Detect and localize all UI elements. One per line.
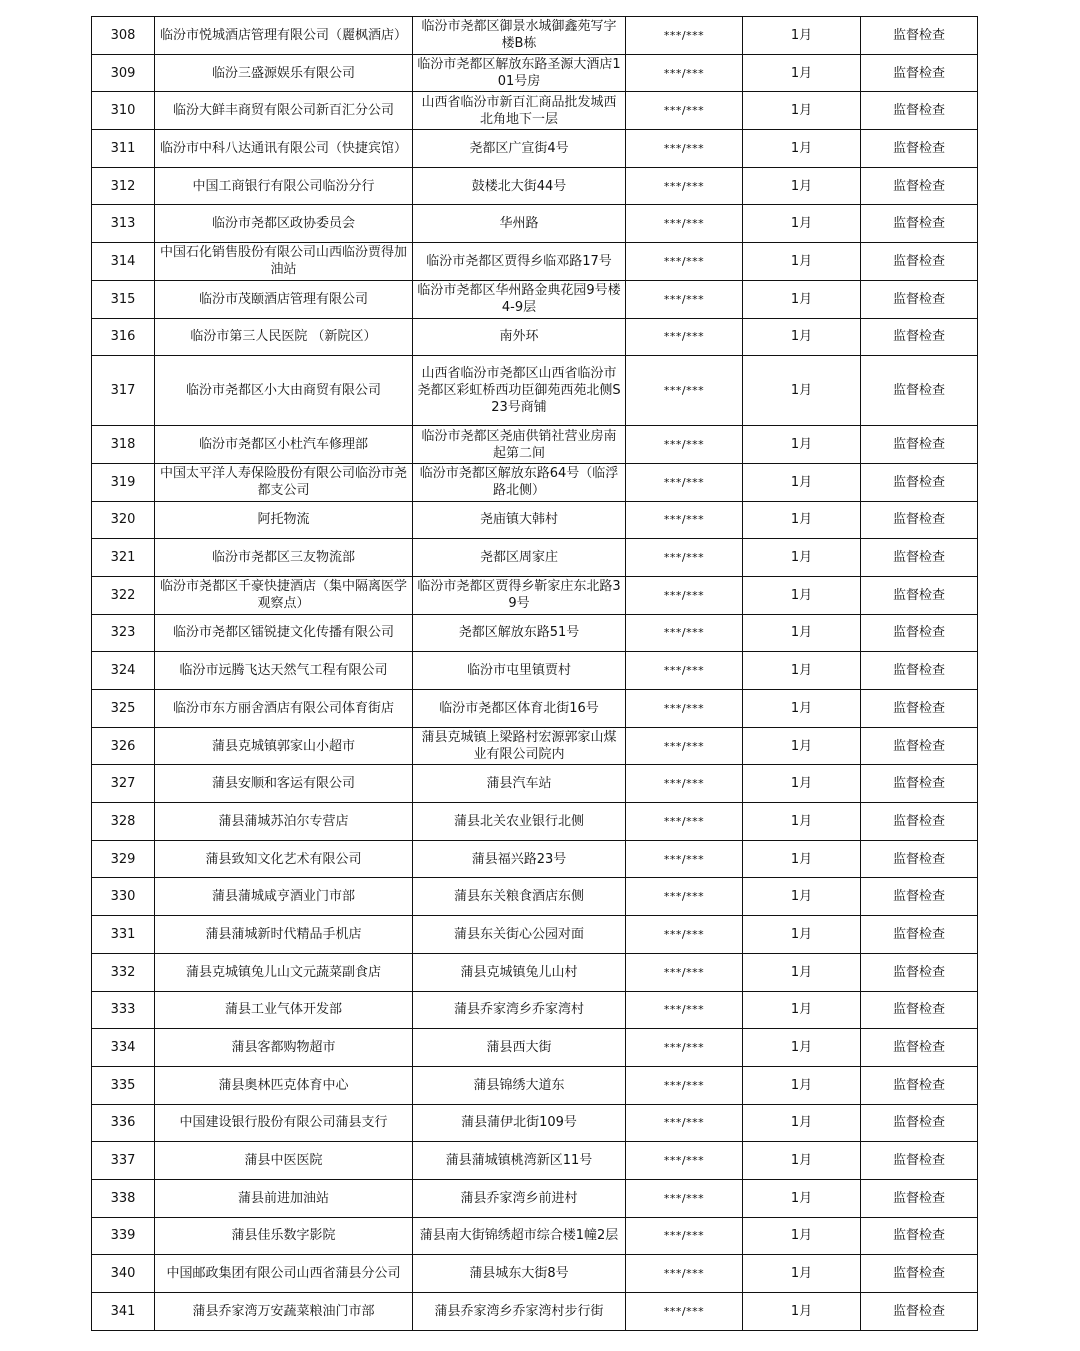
inspection-type-cell: 监督检查 bbox=[861, 356, 978, 426]
table-row bbox=[92, 463, 978, 501]
table-row bbox=[92, 1255, 978, 1293]
row-number-cell: 319 bbox=[92, 463, 155, 501]
inspection-month-cell: 1月 bbox=[743, 614, 861, 652]
masked-info-cell: ***/*** bbox=[626, 463, 743, 501]
unit-address-cell: 蒲县锦绣大道东 bbox=[413, 1066, 626, 1104]
inspection-type-cell: 监督检查 bbox=[861, 539, 978, 577]
table-row bbox=[92, 17, 978, 55]
masked-info-cell: ***/*** bbox=[626, 953, 743, 991]
row-number-cell: 331 bbox=[92, 916, 155, 954]
unit-name-cell: 中国建设银行股份有限公司蒲县支行 bbox=[155, 1104, 413, 1142]
unit-name-cell: 蒲县乔家湾万安蔬菜粮油门市部 bbox=[155, 1293, 413, 1331]
unit-address-cell: 临汾市尧都区尧庙供销社营业房南起第二间 bbox=[413, 426, 626, 464]
unit-address-cell: 临汾市尧都区华州路金典花园9号楼4-9层 bbox=[413, 280, 626, 318]
inspection-month-cell: 1月 bbox=[743, 916, 861, 954]
inspection-type-cell: 监督检查 bbox=[861, 1104, 978, 1142]
table-row bbox=[92, 318, 978, 356]
inspection-month-cell: 1月 bbox=[743, 280, 861, 318]
inspection-type-cell: 监督检查 bbox=[861, 991, 978, 1029]
unit-address-cell: 临汾市尧都区解放东路圣源大酒店101号房 bbox=[413, 54, 626, 92]
unit-name-cell: 蒲县奥林匹克体育中心 bbox=[155, 1066, 413, 1104]
masked-info-cell: ***/*** bbox=[626, 878, 743, 916]
inspection-type-cell: 监督检查 bbox=[861, 576, 978, 614]
inspection-type-cell: 监督检查 bbox=[861, 1179, 978, 1217]
unit-name-cell: 临汾市尧都区政协委员会 bbox=[155, 205, 413, 243]
masked-info-cell: ***/*** bbox=[626, 1217, 743, 1255]
masked-info-cell: ***/*** bbox=[626, 1293, 743, 1331]
row-number-cell: 310 bbox=[92, 92, 155, 130]
masked-info-cell: ***/*** bbox=[626, 92, 743, 130]
table-row bbox=[92, 991, 978, 1029]
unit-name-cell: 蒲县工业气体开发部 bbox=[155, 991, 413, 1029]
table-row bbox=[92, 539, 978, 577]
inspection-month-cell: 1月 bbox=[743, 840, 861, 878]
unit-address-cell: 蒲县汽车站 bbox=[413, 765, 626, 803]
inspection-type-cell: 监督检查 bbox=[861, 803, 978, 841]
masked-info-cell: ***/*** bbox=[626, 243, 743, 281]
masked-info-cell: ***/*** bbox=[626, 727, 743, 765]
unit-address-cell: 蒲县南大街锦绣超市综合楼1幢2层 bbox=[413, 1217, 626, 1255]
inspection-month-cell: 1月 bbox=[743, 576, 861, 614]
table-row bbox=[92, 727, 978, 765]
masked-info-cell: ***/*** bbox=[626, 130, 743, 168]
inspection-type-cell: 监督检查 bbox=[861, 765, 978, 803]
unit-name-cell: 临汾市远腾飞达天然气工程有限公司 bbox=[155, 652, 413, 690]
row-number-cell: 339 bbox=[92, 1217, 155, 1255]
unit-address-cell: 蒲县乔家湾乡前进村 bbox=[413, 1179, 626, 1217]
inspection-month-cell: 1月 bbox=[743, 92, 861, 130]
inspection-type-cell: 监督检查 bbox=[861, 1029, 978, 1067]
row-number-cell: 314 bbox=[92, 243, 155, 281]
unit-name-cell: 临汾市尧都区小杜汽车修理部 bbox=[155, 426, 413, 464]
inspection-type-cell: 监督检查 bbox=[861, 426, 978, 464]
table-row bbox=[92, 803, 978, 841]
unit-address-cell: 临汾市尧都区解放东路64号（临浮路北侧） bbox=[413, 463, 626, 501]
unit-name-cell: 临汾市茂颐酒店管理有限公司 bbox=[155, 280, 413, 318]
unit-name-cell: 临汾三盛源娱乐有限公司 bbox=[155, 54, 413, 92]
unit-name-cell: 蒲县克城镇兔儿山文元蔬菜副食店 bbox=[155, 953, 413, 991]
inspection-type-cell: 监督检查 bbox=[861, 463, 978, 501]
masked-info-cell: ***/*** bbox=[626, 426, 743, 464]
table-body bbox=[92, 17, 978, 1331]
unit-name-cell: 中国太平洋人寿保险股份有限公司临汾市尧都支公司 bbox=[155, 463, 413, 501]
row-number-cell: 320 bbox=[92, 501, 155, 539]
unit-address-cell: 南外环 bbox=[413, 318, 626, 356]
unit-name-cell: 临汾大鲜丰商贸有限公司新百汇分公司 bbox=[155, 92, 413, 130]
masked-info-cell: ***/*** bbox=[626, 356, 743, 426]
table-row bbox=[92, 92, 978, 130]
table-row bbox=[92, 1293, 978, 1331]
masked-info-cell: ***/*** bbox=[626, 840, 743, 878]
inspection-month-cell: 1月 bbox=[743, 1066, 861, 1104]
unit-name-cell: 临汾市东方丽舍酒店有限公司体育街店 bbox=[155, 690, 413, 728]
unit-address-cell: 华州路 bbox=[413, 205, 626, 243]
masked-info-cell: ***/*** bbox=[626, 690, 743, 728]
inspection-month-cell: 1月 bbox=[743, 690, 861, 728]
inspection-month-cell: 1月 bbox=[743, 1217, 861, 1255]
inspection-month-cell: 1月 bbox=[743, 356, 861, 426]
inspection-type-cell: 监督检查 bbox=[861, 1142, 978, 1180]
unit-name-cell: 阿托物流 bbox=[155, 501, 413, 539]
unit-name-cell: 蒲县客都购物超市 bbox=[155, 1029, 413, 1067]
masked-info-cell: ***/*** bbox=[626, 1179, 743, 1217]
unit-address-cell: 山西省临汾市新百汇商品批发城西北角地下一层 bbox=[413, 92, 626, 130]
unit-name-cell: 临汾市尧都区镭锐捷文化传播有限公司 bbox=[155, 614, 413, 652]
inspection-month-cell: 1月 bbox=[743, 130, 861, 168]
inspection-type-cell: 监督检查 bbox=[861, 840, 978, 878]
unit-address-cell: 蒲县克城镇兔儿山村 bbox=[413, 953, 626, 991]
inspection-month-cell: 1月 bbox=[743, 426, 861, 464]
row-number-cell: 329 bbox=[92, 840, 155, 878]
unit-name-cell: 中国邮政集团有限公司山西省蒲县分公司 bbox=[155, 1255, 413, 1293]
masked-info-cell: ***/*** bbox=[626, 1255, 743, 1293]
row-number-cell: 321 bbox=[92, 539, 155, 577]
unit-address-cell: 蒲县福兴路23号 bbox=[413, 840, 626, 878]
row-number-cell: 337 bbox=[92, 1142, 155, 1180]
inspection-type-cell: 监督检查 bbox=[861, 1217, 978, 1255]
table-row bbox=[92, 690, 978, 728]
masked-info-cell: ***/*** bbox=[626, 614, 743, 652]
inspection-month-cell: 1月 bbox=[743, 1255, 861, 1293]
inspection-month-cell: 1月 bbox=[743, 1142, 861, 1180]
unit-name-cell: 临汾市尧都区千豪快捷酒店（集中隔离医学观察点） bbox=[155, 576, 413, 614]
row-number-cell: 322 bbox=[92, 576, 155, 614]
inspection-month-cell: 1月 bbox=[743, 167, 861, 205]
inspection-type-cell: 监督检查 bbox=[861, 1293, 978, 1331]
table-row bbox=[92, 356, 978, 426]
unit-address-cell: 蒲县蒲伊北街109号 bbox=[413, 1104, 626, 1142]
masked-info-cell: ***/*** bbox=[626, 501, 743, 539]
table-row bbox=[92, 426, 978, 464]
row-number-cell: 336 bbox=[92, 1104, 155, 1142]
table-row bbox=[92, 840, 978, 878]
inspection-type-cell: 监督检查 bbox=[861, 878, 978, 916]
inspection-type-cell: 监督检查 bbox=[861, 916, 978, 954]
table-row bbox=[92, 1104, 978, 1142]
unit-address-cell: 蒲县乔家湾乡乔家湾村 bbox=[413, 991, 626, 1029]
row-number-cell: 327 bbox=[92, 765, 155, 803]
inspection-month-cell: 1月 bbox=[743, 652, 861, 690]
unit-name-cell: 蒲县蒲城咸亨酒业门市部 bbox=[155, 878, 413, 916]
unit-address-cell: 尧都区广宣街4号 bbox=[413, 130, 626, 168]
table-row bbox=[92, 878, 978, 916]
inspection-table bbox=[91, 16, 978, 1331]
row-number-cell: 313 bbox=[92, 205, 155, 243]
unit-address-cell: 临汾市尧都区体育北街16号 bbox=[413, 690, 626, 728]
unit-address-cell: 尧都区解放东路51号 bbox=[413, 614, 626, 652]
inspection-month-cell: 1月 bbox=[743, 1293, 861, 1331]
row-number-cell: 308 bbox=[92, 17, 155, 55]
masked-info-cell: ***/*** bbox=[626, 803, 743, 841]
masked-info-cell: ***/*** bbox=[626, 17, 743, 55]
masked-info-cell: ***/*** bbox=[626, 54, 743, 92]
inspection-type-cell: 监督检查 bbox=[861, 92, 978, 130]
table-row bbox=[92, 1179, 978, 1217]
unit-address-cell: 蒲县城东大街8号 bbox=[413, 1255, 626, 1293]
inspection-type-cell: 监督检查 bbox=[861, 614, 978, 652]
row-number-cell: 318 bbox=[92, 426, 155, 464]
unit-name-cell: 蒲县致知文化艺术有限公司 bbox=[155, 840, 413, 878]
row-number-cell: 340 bbox=[92, 1255, 155, 1293]
row-number-cell: 334 bbox=[92, 1029, 155, 1067]
row-number-cell: 309 bbox=[92, 54, 155, 92]
masked-info-cell: ***/*** bbox=[626, 1029, 743, 1067]
unit-address-cell: 临汾市尧都区御景水城御鑫苑写字楼B栋 bbox=[413, 17, 626, 55]
table-row bbox=[92, 167, 978, 205]
table-row bbox=[92, 1066, 978, 1104]
row-number-cell: 333 bbox=[92, 991, 155, 1029]
table-row bbox=[92, 1142, 978, 1180]
row-number-cell: 335 bbox=[92, 1066, 155, 1104]
row-number-cell: 326 bbox=[92, 727, 155, 765]
row-number-cell: 324 bbox=[92, 652, 155, 690]
unit-address-cell: 蒲县蒲城镇桃湾新区11号 bbox=[413, 1142, 626, 1180]
table-row bbox=[92, 765, 978, 803]
masked-info-cell: ***/*** bbox=[626, 765, 743, 803]
inspection-month-cell: 1月 bbox=[743, 765, 861, 803]
inspection-type-cell: 监督检查 bbox=[861, 690, 978, 728]
inspection-month-cell: 1月 bbox=[743, 1104, 861, 1142]
row-number-cell: 338 bbox=[92, 1179, 155, 1217]
table-row bbox=[92, 501, 978, 539]
masked-info-cell: ***/*** bbox=[626, 280, 743, 318]
inspection-month-cell: 1月 bbox=[743, 539, 861, 577]
masked-info-cell: ***/*** bbox=[626, 916, 743, 954]
table-row bbox=[92, 130, 978, 168]
table-row bbox=[92, 243, 978, 281]
unit-name-cell: 蒲县蒲城新时代精品手机店 bbox=[155, 916, 413, 954]
table-row bbox=[92, 652, 978, 690]
unit-address-cell: 蒲县乔家湾乡乔家湾村步行街 bbox=[413, 1293, 626, 1331]
inspection-type-cell: 监督检查 bbox=[861, 54, 978, 92]
inspection-type-cell: 监督检查 bbox=[861, 205, 978, 243]
inspection-type-cell: 监督检查 bbox=[861, 318, 978, 356]
inspection-type-cell: 监督检查 bbox=[861, 501, 978, 539]
inspection-type-cell: 监督检查 bbox=[861, 652, 978, 690]
inspection-month-cell: 1月 bbox=[743, 953, 861, 991]
masked-info-cell: ***/*** bbox=[626, 991, 743, 1029]
unit-name-cell: 临汾市悦城酒店管理有限公司（麗枫酒店） bbox=[155, 17, 413, 55]
unit-name-cell: 临汾市第三人民医院 （新院区） bbox=[155, 318, 413, 356]
masked-info-cell: ***/*** bbox=[626, 576, 743, 614]
row-number-cell: 323 bbox=[92, 614, 155, 652]
inspection-month-cell: 1月 bbox=[743, 17, 861, 55]
inspection-type-cell: 监督检查 bbox=[861, 727, 978, 765]
unit-name-cell: 蒲县蒲城苏泊尔专营店 bbox=[155, 803, 413, 841]
row-number-cell: 328 bbox=[92, 803, 155, 841]
unit-name-cell: 蒲县前进加油站 bbox=[155, 1179, 413, 1217]
unit-address-cell: 鼓楼北大街44号 bbox=[413, 167, 626, 205]
unit-name-cell: 临汾市尧都区三友物流部 bbox=[155, 539, 413, 577]
inspection-month-cell: 1月 bbox=[743, 878, 861, 916]
unit-address-cell: 尧都区周家庄 bbox=[413, 539, 626, 577]
unit-name-cell: 蒲县安顺和客运有限公司 bbox=[155, 765, 413, 803]
table-row bbox=[92, 280, 978, 318]
unit-address-cell: 山西省临汾市尧都区山西省临汾市尧都区彩虹桥西功臣御苑西苑北侧S23号商铺 bbox=[413, 356, 626, 426]
masked-info-cell: ***/*** bbox=[626, 1066, 743, 1104]
unit-address-cell: 蒲县东关粮食酒店东侧 bbox=[413, 878, 626, 916]
unit-address-cell: 蒲县西大街 bbox=[413, 1029, 626, 1067]
inspection-month-cell: 1月 bbox=[743, 803, 861, 841]
table-row bbox=[92, 576, 978, 614]
row-number-cell: 311 bbox=[92, 130, 155, 168]
inspection-type-cell: 监督检查 bbox=[861, 243, 978, 281]
inspection-type-cell: 监督检查 bbox=[861, 17, 978, 55]
inspection-month-cell: 1月 bbox=[743, 501, 861, 539]
unit-name-cell: 蒲县中医医院 bbox=[155, 1142, 413, 1180]
row-number-cell: 332 bbox=[92, 953, 155, 991]
row-number-cell: 317 bbox=[92, 356, 155, 426]
inspection-month-cell: 1月 bbox=[743, 991, 861, 1029]
inspection-type-cell: 监督检查 bbox=[861, 130, 978, 168]
table-row bbox=[92, 1217, 978, 1255]
row-number-cell: 325 bbox=[92, 690, 155, 728]
inspection-type-cell: 监督检查 bbox=[861, 167, 978, 205]
unit-address-cell: 临汾市尧都区贾得乡靳家庄东北路39号 bbox=[413, 576, 626, 614]
masked-info-cell: ***/*** bbox=[626, 1104, 743, 1142]
unit-address-cell: 蒲县东关街心公园对面 bbox=[413, 916, 626, 954]
unit-address-cell: 临汾市尧都区贾得乡临邓路17号 bbox=[413, 243, 626, 281]
masked-info-cell: ***/*** bbox=[626, 539, 743, 577]
inspection-type-cell: 监督检查 bbox=[861, 953, 978, 991]
unit-name-cell: 蒲县佳乐数字影院 bbox=[155, 1217, 413, 1255]
masked-info-cell: ***/*** bbox=[626, 167, 743, 205]
inspection-month-cell: 1月 bbox=[743, 463, 861, 501]
masked-info-cell: ***/*** bbox=[626, 1142, 743, 1180]
unit-address-cell: 蒲县克城镇上梁路村宏源郭家山煤业有限公司院内 bbox=[413, 727, 626, 765]
table-row bbox=[92, 916, 978, 954]
inspection-month-cell: 1月 bbox=[743, 1029, 861, 1067]
masked-info-cell: ***/*** bbox=[626, 652, 743, 690]
unit-name-cell: 临汾市中科八达通讯有限公司（快捷宾馆） bbox=[155, 130, 413, 168]
table-row bbox=[92, 54, 978, 92]
inspection-type-cell: 监督检查 bbox=[861, 1255, 978, 1293]
table-row bbox=[92, 205, 978, 243]
row-number-cell: 315 bbox=[92, 280, 155, 318]
inspection-month-cell: 1月 bbox=[743, 318, 861, 356]
unit-name-cell: 中国工商银行有限公司临汾分行 bbox=[155, 167, 413, 205]
inspection-type-cell: 监督检查 bbox=[861, 1066, 978, 1104]
inspection-month-cell: 1月 bbox=[743, 727, 861, 765]
inspection-month-cell: 1月 bbox=[743, 1179, 861, 1217]
inspection-month-cell: 1月 bbox=[743, 243, 861, 281]
unit-name-cell: 中国石化销售股份有限公司山西临汾贾得加油站 bbox=[155, 243, 413, 281]
masked-info-cell: ***/*** bbox=[626, 318, 743, 356]
row-number-cell: 330 bbox=[92, 878, 155, 916]
table-row bbox=[92, 614, 978, 652]
row-number-cell: 341 bbox=[92, 1293, 155, 1331]
row-number-cell: 312 bbox=[92, 167, 155, 205]
unit-address-cell: 临汾市屯里镇贾村 bbox=[413, 652, 626, 690]
row-number-cell: 316 bbox=[92, 318, 155, 356]
masked-info-cell: ***/*** bbox=[626, 205, 743, 243]
unit-address-cell: 蒲县北关农业银行北侧 bbox=[413, 803, 626, 841]
inspection-type-cell: 监督检查 bbox=[861, 280, 978, 318]
table-row bbox=[92, 953, 978, 991]
unit-name-cell: 临汾市尧都区小大由商贸有限公司 bbox=[155, 356, 413, 426]
inspection-month-cell: 1月 bbox=[743, 205, 861, 243]
unit-name-cell: 蒲县克城镇郭家山小超市 bbox=[155, 727, 413, 765]
inspection-month-cell: 1月 bbox=[743, 54, 861, 92]
table-row bbox=[92, 1029, 978, 1067]
unit-address-cell: 尧庙镇大韩村 bbox=[413, 501, 626, 539]
